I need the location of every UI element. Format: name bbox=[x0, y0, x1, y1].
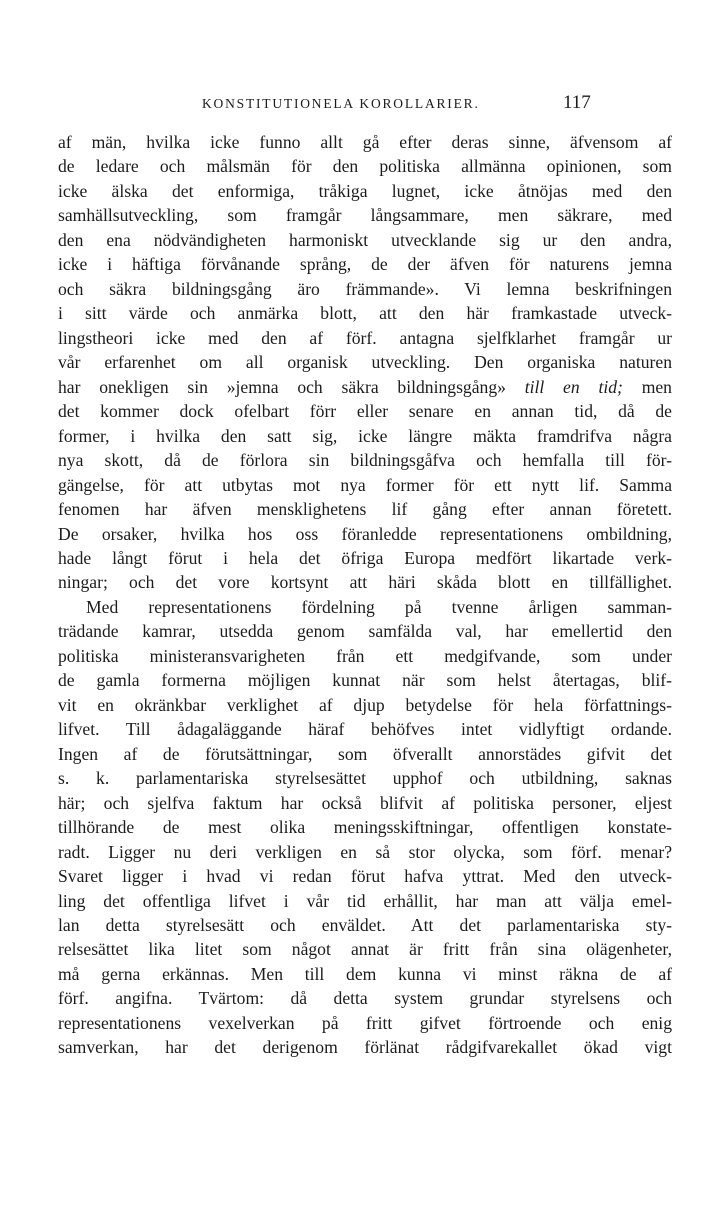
text-line: och säkra bildningsgång äro främmande». Vi lemna beskrifningen bbox=[58, 278, 672, 299]
text-line: lifvet. Till ådagaläggande häraf behöfves intet vidlyftigt ordande. bbox=[58, 719, 672, 740]
running-title: KONSTITUTIONELA KOROLLARIER. bbox=[202, 96, 480, 111]
text-line: lan detta styrelsesätt och enväldet. Att det parlamentariska sty- bbox=[58, 915, 672, 935]
text-line: politiska ministeransvarigheten från ett medgifvande, som under bbox=[58, 645, 672, 666]
line-end: men bbox=[641, 376, 672, 397]
book-page bbox=[58, 92, 672, 1058]
text-line: den ena nödvändigheten harmoniskt utvecklande sig ur den andra, bbox=[58, 229, 672, 250]
italic-phrase: till en tid; bbox=[524, 376, 623, 397]
text-line: former, i hvilka den satt sig, icke längre mäkta framdrifva några bbox=[58, 425, 672, 446]
text-line: det kommer dock ofelbart förr eller senare en annan tid, då de bbox=[58, 401, 672, 422]
text-line: här; och sjelfva faktum har också blifvit af politiska personer, eljest bbox=[58, 792, 672, 813]
text-line: vår erfarenhet om all organisk utveckling. Den organiska naturen bbox=[58, 352, 672, 373]
text-line: De orsaker, hvilka hos oss föranledde representationens ombildning, bbox=[58, 523, 672, 544]
text-line: samverkan, har det derigenom förlänat rådgifvarekallet ökad vigt bbox=[58, 1037, 672, 1058]
text-line: icke i häftiga förvånande språng, de der äfven för naturens jemna bbox=[58, 254, 672, 275]
text-line: Ingen af de förutsättningar, som öfverallt annorstädes gifvit det bbox=[58, 743, 672, 764]
text-line: må gerna erkännas. Men till dem kunna vi minst räkna de af bbox=[58, 963, 672, 984]
text-line: vit en okränkbar verklighet af djup betydelse för hela författnings- bbox=[58, 694, 672, 715]
text-line: hade långt förut i hela det öfriga Europa medfört likartade verk- bbox=[58, 547, 672, 568]
text-line: af män, hvilka icke funno allt gå efter deras sinne, äfvensom af bbox=[58, 132, 672, 152]
text-line: i sitt värde och anmärka blott, att den här framkastade utveck- bbox=[58, 303, 672, 324]
text-line: de ledare och målsmän för den politiska allmänna opinionen, som bbox=[58, 156, 672, 177]
text-line: Svaret ligger i hvad vi redan förut hafva yttrat. Med den utveck- bbox=[58, 866, 672, 887]
text-line: icke älska det enformiga, tråkiga lugnet, icke åtnöjas med den bbox=[58, 180, 672, 201]
page-number: 117 bbox=[563, 92, 591, 113]
text-line: representationens vexelverkan på fritt gifvet förtroende och enig bbox=[58, 1012, 672, 1033]
text-line: trädande kamrar, utsedda genom samfälda val, har emellertid den bbox=[58, 621, 672, 642]
text-line: förf. angifna. Tvärtom: då detta system grundar styrelsens och bbox=[58, 988, 672, 1009]
text-line: radt. Ligger nu deri verkligen en så stor olycka, som förf. menar? bbox=[58, 841, 672, 862]
text-line: s. k. parlamentariska styrelsesättet upphof och utbildning, saknas bbox=[58, 768, 672, 789]
page-header bbox=[58, 92, 672, 128]
body-text bbox=[58, 130, 672, 1060]
line-start: har onekligen sin »jemna och säkra bildningsgång» bbox=[58, 376, 506, 397]
text-line: ningar; och det vore kortsynt att häri skåda blott en tillfällighet. bbox=[58, 572, 672, 593]
text-line: lingstheori icke med den af förf. antagna sjelfklarhet framgår ur bbox=[58, 327, 672, 348]
text-line: de gamla formerna möjligen kunnat när som helst återtagas, blif- bbox=[58, 670, 672, 691]
text-line: gängelse, för att utbytas mot nya former för ett nytt lif. Samma bbox=[58, 474, 672, 495]
text-line: fenomen har äfven mensklighetens lif gång efter annan företett. bbox=[58, 499, 672, 520]
text-line: samhällsutveckling, som framgår långsammare, men säkrare, med bbox=[58, 205, 672, 226]
text-line: tillhörande de mest olika meningsskiftningar, offentligen konstate- bbox=[58, 817, 672, 838]
text-line-with-italic bbox=[58, 375, 672, 399]
text-line: nya skott, då de förlora sin bildningsgåfva och hemfalla till för- bbox=[58, 450, 672, 471]
text-line: relsesättet lika litet som något annat är fritt från sina olägenheter, bbox=[58, 939, 672, 960]
text-line: ling det offentliga lifvet i vår tid erhållit, har man att välja emel- bbox=[58, 890, 672, 911]
text-line: Med representationens fördelning på tvenne årligen samman- bbox=[86, 596, 672, 617]
